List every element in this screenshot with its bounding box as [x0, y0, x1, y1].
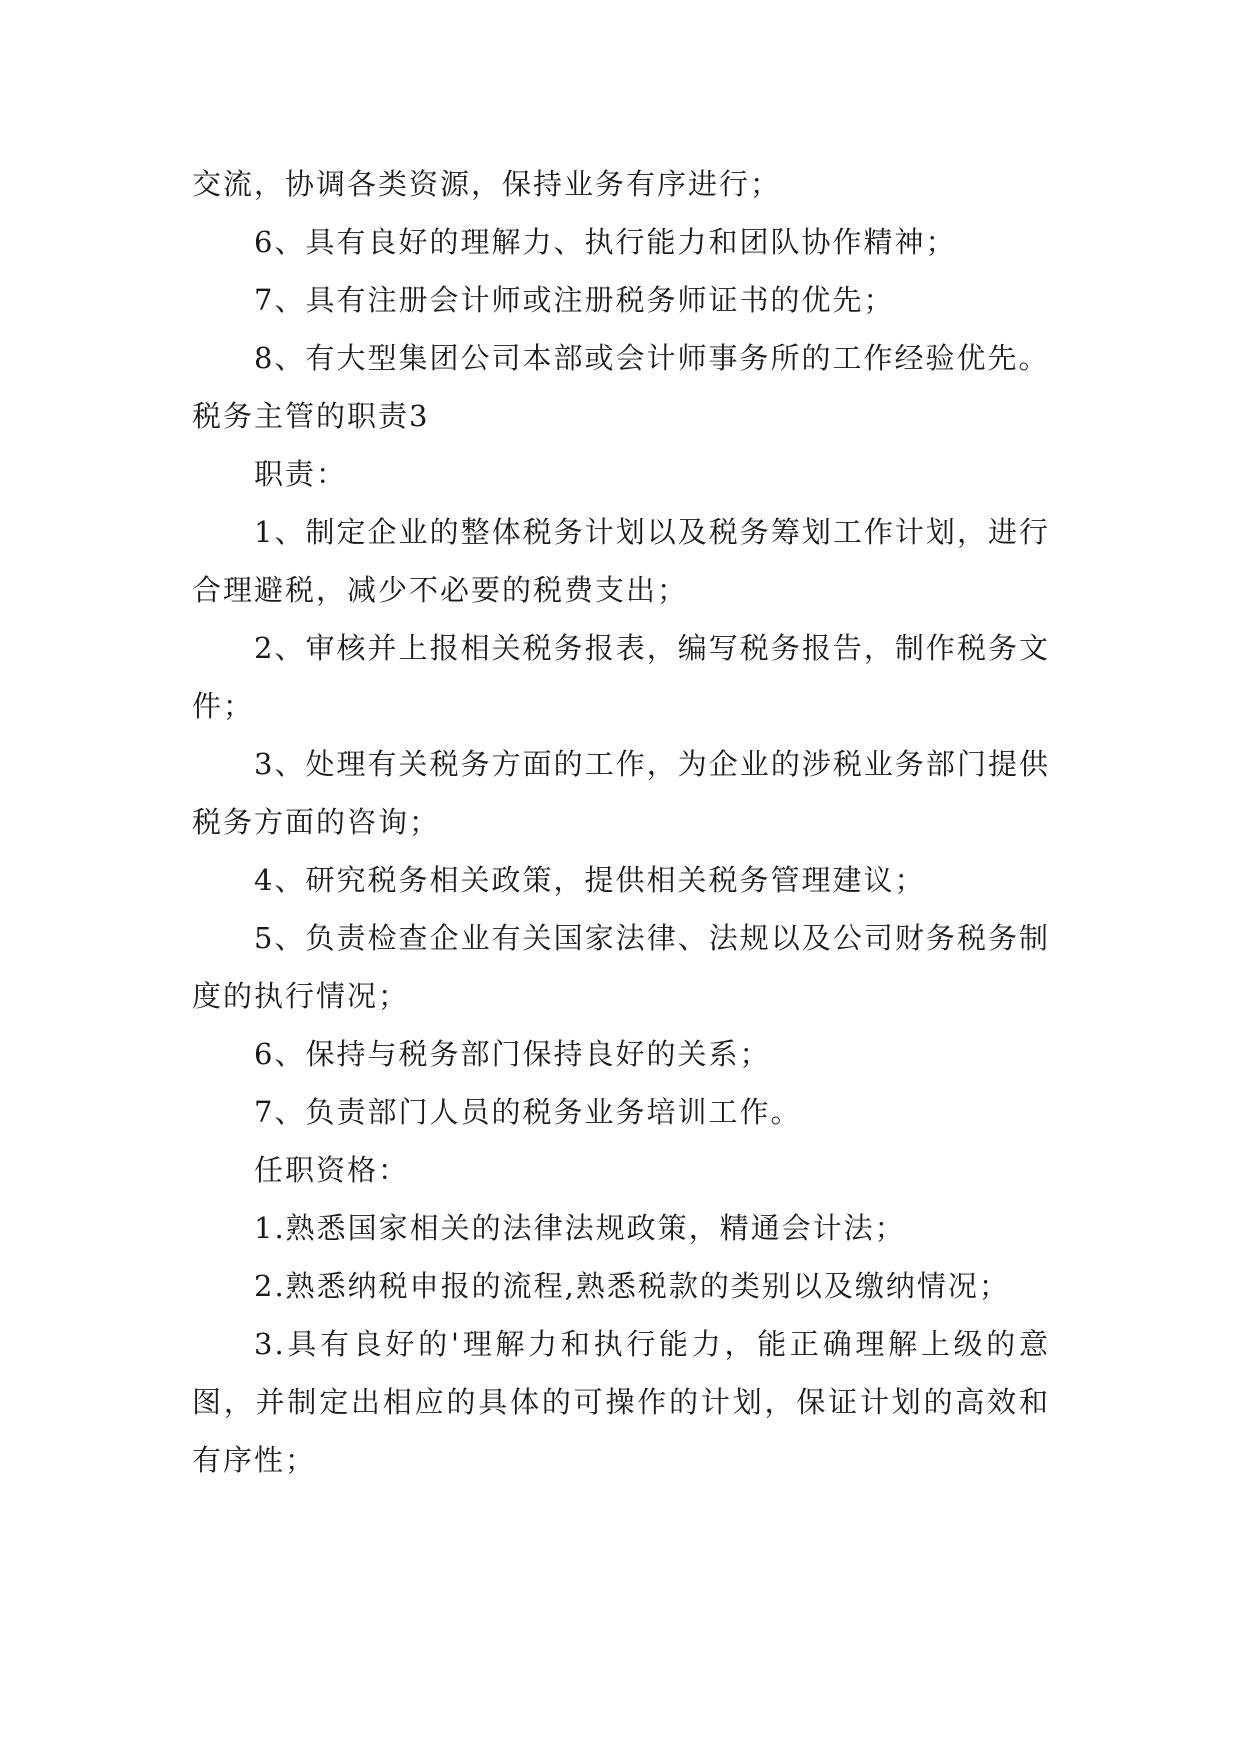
paragraph-continuation: 交流，协调各类资源，保持业务有序进行； [192, 167, 782, 201]
duties-label: 职责： [254, 457, 348, 491]
duty-item-4: 4、研究税务相关政策，提供相关税务管理建议； [254, 863, 926, 897]
paragraph-req-6: 6、具有良好的理解力、执行能力和团队协作精神； [254, 225, 957, 259]
duty-item-7: 7、负责部门人员的税务业务培训工作。 [254, 1095, 802, 1129]
duty-item-2: 2、审核并上报相关税务报表，编写税务报告，制作税务文件； [192, 631, 1050, 723]
duty-item-5: 5、负责检查企业有关国家法律、法规以及公司财务税务制度的执行情况； [192, 921, 1050, 1013]
qualifications-label: 任职资格： [254, 1153, 410, 1187]
qualification-item-2: 2.熟悉纳税申报的流程,熟悉税款的类别以及缴纳情况； [254, 1269, 1010, 1303]
document-body [192, 155, 1050, 1489]
duty-item-3: 3、处理有关税务方面的工作，为企业的涉税业务部门提供税务方面的咨询； [192, 747, 1050, 839]
paragraph-req-7: 7、具有注册会计师或注册税务师证书的优先； [254, 283, 895, 317]
qualification-item-1: 1.熟悉国家相关的法律法规政策，精通会计法； [254, 1211, 906, 1245]
qualification-item-3: 3.具有良好的'理解力和执行能力，能正确理解上级的意图，并制定出相应的具体的可操作的计划，保证计划的高效和有序性； [192, 1327, 1050, 1477]
duty-item-1: 1、制定企业的整体税务计划以及税务筹划工作计划，进行合理避税，减少不必要的税费支出； [192, 515, 1050, 607]
section-heading: 税务主管的职责3 [192, 399, 430, 433]
paragraph-req-8: 8、有大型集团公司本部或会计师事务所的工作经验优先。 [254, 341, 1050, 375]
duty-item-6: 6、保持与税务部门保持良好的关系； [254, 1037, 771, 1071]
